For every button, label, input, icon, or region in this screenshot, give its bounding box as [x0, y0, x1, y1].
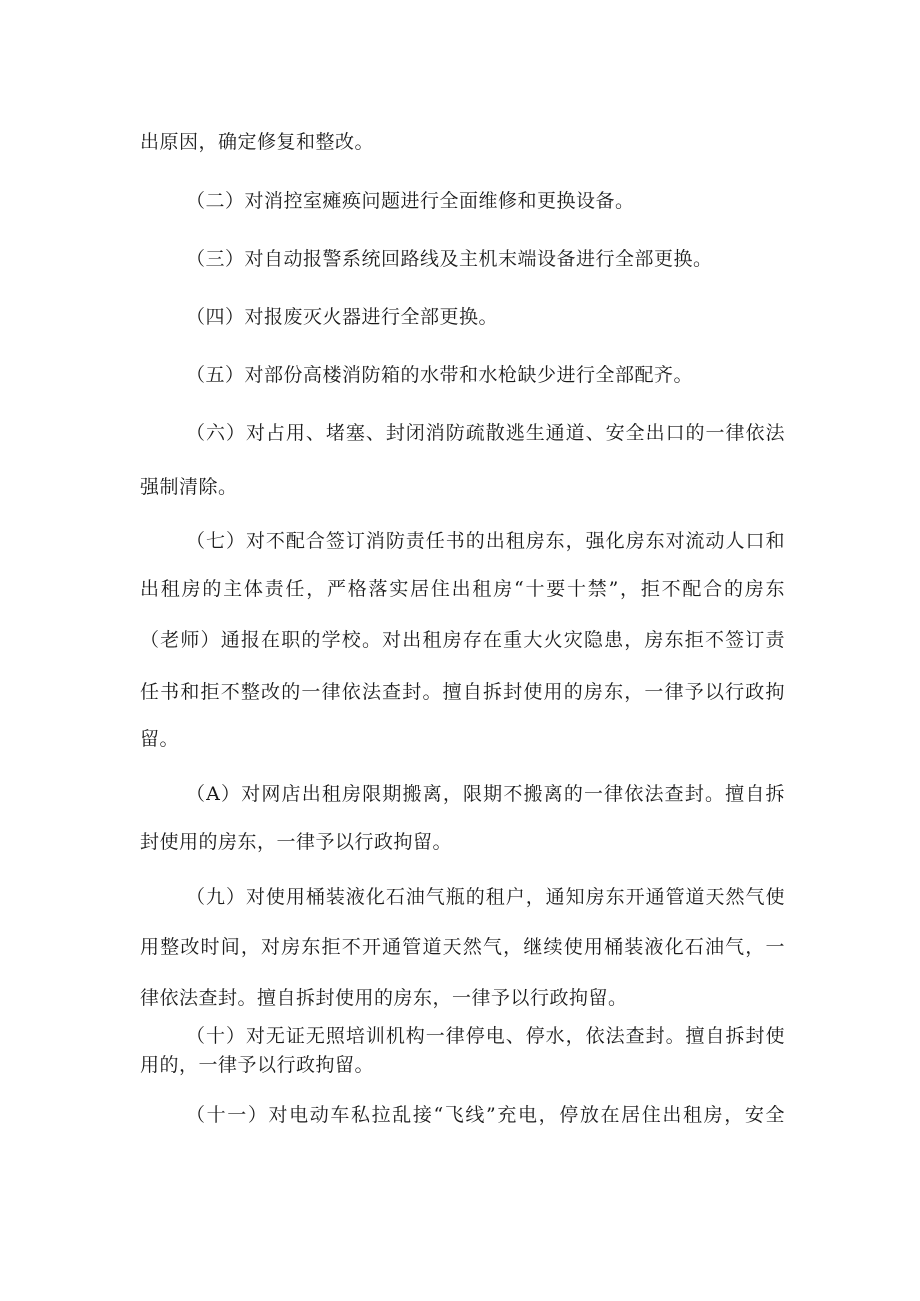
text-line: （七）对不配合签订消防责任书的出租房东，强化房东对流动人口和: [186, 530, 785, 552]
text-line: （老师）通报在职的学校。对出租房存在重大火灾隐患，房东拒不签订责: [140, 629, 785, 651]
text-line: （十一）对电动车私拉乱接“飞线”充电，停放在居住出租房，安全: [186, 1104, 785, 1126]
text-line: 用的，一律予以行政拘留。: [140, 1054, 375, 1076]
text-line: 用整改时间，对房东拒不开通管道天然气，继续使用桶装液化石油气，一: [140, 936, 785, 958]
text-line: 出租房的主体责任，严格落实居住出租房“十要十禁”，拒不配合的房东: [140, 578, 785, 600]
text-line: （四）对报废灭火器进行全部更换。: [186, 306, 499, 328]
text-line: （五）对部份高楼消防箱的水带和水枪缺少进行全部配齐。: [186, 364, 694, 386]
text-line: 封使用的房东，一律予以行政拘留。: [140, 831, 453, 853]
text-line: 留。: [140, 728, 180, 750]
text-line: 出原因，确定修复和整改。: [140, 131, 375, 153]
text-line: 强制清除。: [140, 476, 238, 498]
text-line: （六）对占用、堵塞、封闭消防疏散逃生通道、安全出口的一律依法: [186, 422, 785, 444]
text-line: （十）对无证无照培训机构一律停电、停水，依法查封。擅自拆封使: [186, 1025, 785, 1047]
text-line: （九）对使用桶装液化石油气瓶的租户，通知房东开通管道天然气使: [186, 886, 785, 908]
text-line: （二）对消控室瘫痪问题进行全面维修和更换设备。: [186, 190, 635, 212]
text-line: （A）对网店出租房限期搬离，限期不搬离的一律依法查封。擅自拆: [186, 783, 785, 805]
text-line: （三）对自动报警系统回路线及主机末端设备进行全部更换。: [186, 248, 713, 270]
text-line: 任书和拒不整改的一律依法查封。擅自拆封使用的房东，一律予以行政拘: [140, 681, 785, 703]
text-line: 律依法查封。擅自拆封使用的房东，一律予以行政拘留。: [140, 987, 628, 1009]
